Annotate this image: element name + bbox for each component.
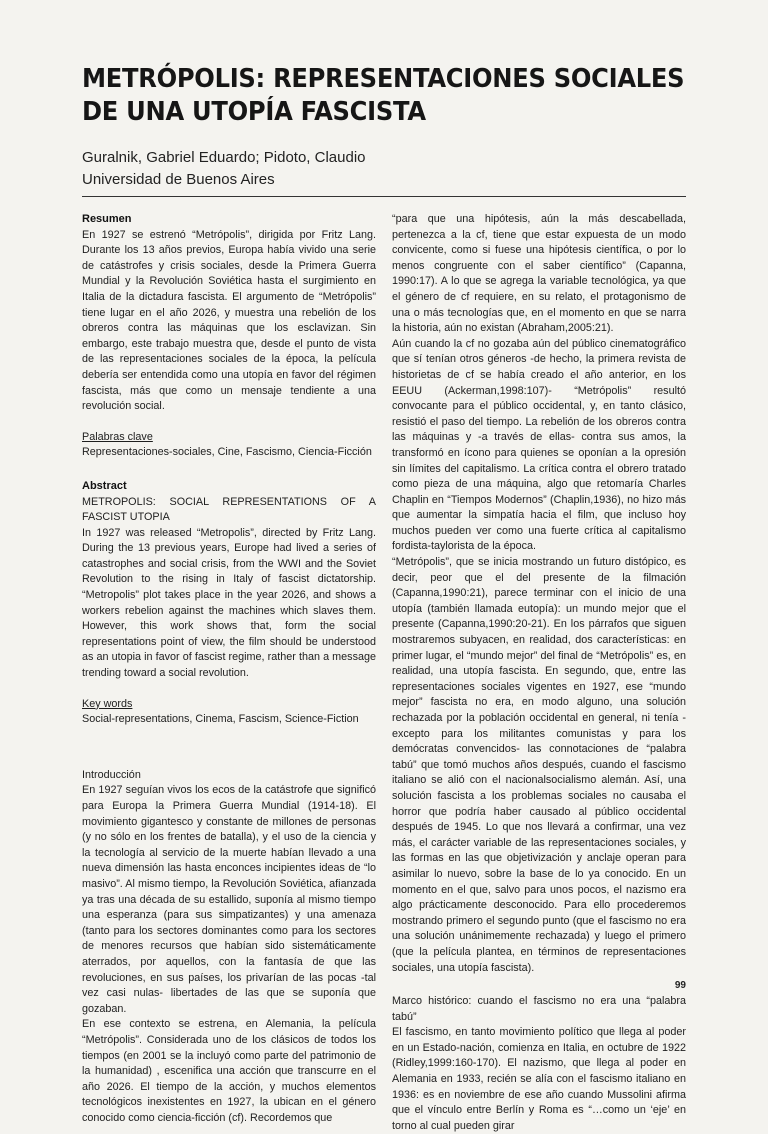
body-paragraph-3: “Metrópolis”, que se inicia mostrando un futuro distópico, es decir, peor que el del presente de la filmación (Capanna,1990:21), parece terminar con el inicio de una utopía (también llamada eutopía): un mundo mejor que el presente (Capanna,1990:20-21). En los párrafos que siguen mostraremos subyacen, en realidad, dos características: en primer lugar, el “mundo mejor” del final de “Metrópolis” es, en realidad, una utopía fascista. En segundo, que, entre las representaciones sociales vigentes en 1927, ese “mundo mejor” fascista no era, en modo alguno, una solución rechazada por la población occidental en general, ni tenía -excepto para los militantes comunistas y para los demócratas convencidos- las connotaciones de “palabra tabú” que tomó muchos años después, cuando el fascismo italiano se alió con el nacionalsocialismo alemán. Así, una solución fascista a los problemas sociales no causaba el horror que podría haber causado al público occidental después de 1945. Lo que nos llevará a confirmar, una vez más, el carácter variable de las representaciones sociales, y las formas en las que objetivización y anclaje operan para asimilar lo nuevo, sobre la base de lo ya conocido. En un momento en el que, salvo para unos pocos, el nazismo era algo prácticamente desconocido. Para ello procederemos mostrando primero el segundo punto (que el fascismo no era una solución unánimemente rechazada) y luego el primero (que la película plantea, en términos de representaciones sociales, una utopía fascista). [392, 556, 686, 974]
body-paragraph-2: Aún cuando la cf no gozaba aún del público cinematográfico que sí tenían otros géneros -de hecho, la primera revista de historietas de cf se había creado el año anterior, en los EEUU (Ackerman,1998:107)- “Metrópolis” resultó convocante para el público occidental, y, en tanto clásico, resistió el paso del tiempo. La rebelión de los obreros contra las máquinas y -a través de ellas- contra sus amos, la transformó en ícono para quienes se oponían a la opresión sin límites del capitalismo. La crítica contra el obrero tratado como pieza de una máquina, algo que retomaría Charles Chaplin en “Tiempos Modernos” (Chaplin,1936), no hizo más que aumentar la simpatía hacia el film, que incluso hoy muchos pueden ver como una fuerte crítica al capitalismo fordista-taylorista de la época. [392, 337, 686, 553]
palabras-clave-text: Representaciones-sociales, Cine, Fascismo, Ciencia-Ficción [82, 446, 372, 459]
abstract-subtitle: METROPOLIS: SOCIAL REPRESENTATIONS OF A FASCIST UTOPIA [82, 495, 376, 524]
abstract-text: In 1927 was released “Metropolis”, directed by Fritz Lang. During the 13 previous years, Europe had lived a series of catastrophes and social crisis, from the WWI and the Soviet Revolution to the rising in Italy of fascist dictatorship. “Metropolis” plot takes place in the year 2026, and shows a workers rebelion against the machines which slaves them. However, this work shows that, form the social representations point of view, the film should be understood as an utopia in favor of fascist regime, rather than a message trending toward a social revolution. [82, 526, 376, 680]
article-title [82, 63, 685, 129]
title-line-1: METRÓPOLIS: REPRESENTACIONES SOCIALES [82, 64, 685, 94]
header-divider [82, 196, 686, 197]
title-line-2: DE UNA UTOPÍA FASCISTA [82, 97, 426, 127]
body-paragraph-1: “para que una hipótesis, aún la más descabellada, pertenezca a la cf, tiene que estar expuesta de un modo convicente, como si fuese una hipótesis científica, o por lo menos congruente con el saber científico” (Capanna, 1990:17). A lo que se agrega la variable tecnológica, ya que el género de cf requiere, en su relato, el protagonismo de una o más tecnologías que, en el momento en que se narra la historia, aún no existan (Abraham,2005:21). [392, 213, 686, 335]
left-column [82, 212, 376, 1126]
key-words-heading: Key words [82, 697, 133, 710]
abstract-heading: Abstract [82, 479, 127, 492]
page-number: 99 [674, 980, 686, 991]
body-paragraph-4: El fascismo, en tanto movimiento político que llega al poder en un Estado-nación, comienza en Italia, en octubre de 1922 (Ridley,1999:160-170). El nazismo, que llega al poder en Alemania en 1933, recién se alía con el fascismo italiano en 1936: es en noviembre de ese año cuando Mussolini afirma que el vínculo entre Berlín y Roma es “…como un ‘eje’ en torno al cual pueden girar [392, 1026, 686, 1132]
introduccion-heading: Introducción [82, 768, 141, 781]
marco-historico-heading: Marco histórico: cuando el fascismo no era una “palabra tabú” [392, 995, 686, 1023]
resumen-heading: Resumen [82, 213, 132, 225]
right-column [392, 212, 686, 1134]
introduccion-paragraph-2: En ese contexto se estrena, en Alemania, la película “Metrópolis”. Considerada uno de los clásicos de todos los tiempos (en 2001 se la incluyó como parte del patrimonio de la humanidad) , escenifica una acción que transcurre en el año 2026. El tiempo de la acción, y muchos elementos tecnológicos inexistentes en 1927, la ubican en el género conocido como ciencia-ficción (cf). Recordemos que [82, 1018, 376, 1124]
palabras-clave-heading: Palabras clave [82, 430, 153, 443]
authors: Guralnik, Gabriel Eduardo; Pidoto, Claudio [82, 149, 366, 166]
affiliation: Universidad de Buenos Aires [82, 171, 275, 188]
resumen-text: En 1927 se estrenó “Metrópolis”, dirigida por Fritz Lang. Durante los 13 años previos, Europa había vivido una serie de catástrofes y crisis sociales, desde la Primera Guerra Mundial y la Revolución Soviética hasta el surgimiento en Italia de la dictadura fascista. El argumento de “Metrópolis” tiene lugar en el año 2026, y muestra una rebelión de los obreros contra las máquinas que los esclavizan. Sin embargo, este trabajo muestra que, desde el punto de vista de las representaciones sociales de la época, la película debería ser entendida como una utopía en favor del régimen fascista, más que como un mensaje tendiente a una revolución social. [82, 228, 376, 413]
key-words-text: Social-representations, Cinema, Fascism, Science-Fiction [82, 713, 359, 726]
introduccion-paragraph-1: En 1927 seguían vivos los ecos de la catástrofe que significó para Europa la Primera Guerra Mundial (1914-18). El movimiento gigantesco y constante de millones de personas (y no sólo en los frentes de batalla), y el uso de la ciencia y la tecnología al servicio de la muerte habían llevado a una nueva dimensión las hasta enconces incipientes ideas de “lo masivo”. Al mismo tiempo, la Revolución Soviética, afianzada ya tras una década de su estallido, suponía al mismo tiempo una esperanza (para sus simpatizantes) y una amenaza (tanto para los sectores dominantes como para los sectores de menores recursos que habían sido sistemáticamente aterrados, por aquellos, con la fantasía de que las revoluciones, en sus países, los privarían de las pocas -tal vez casi nulas- libertades de las que se suponía que gozaban. [82, 784, 376, 1015]
byline [82, 147, 682, 191]
